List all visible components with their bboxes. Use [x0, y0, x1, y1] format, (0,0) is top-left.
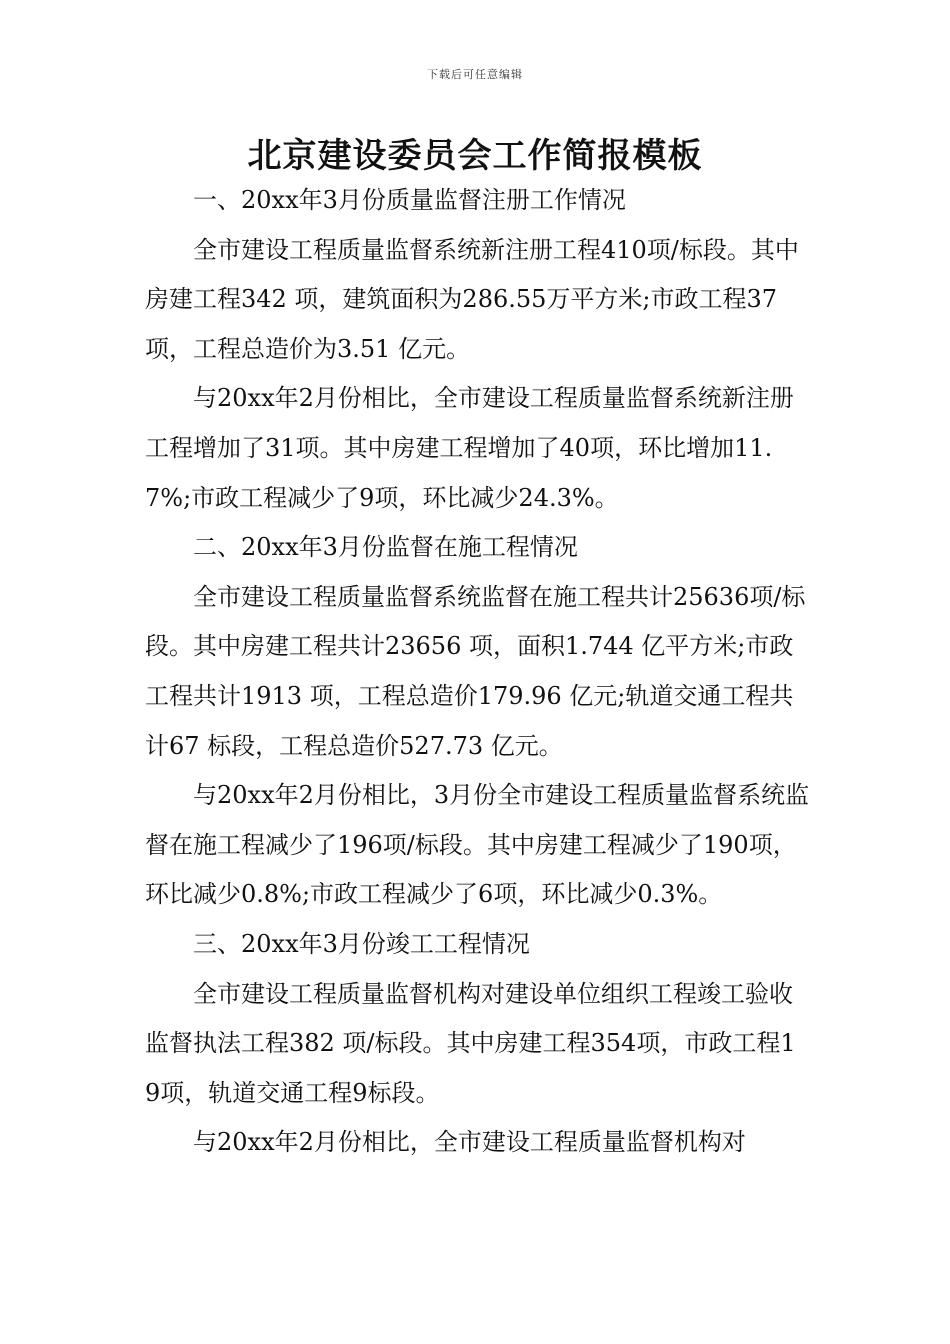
paragraph: 全市建设工程质量监督系统新注册工程410项/标段。其中房建工程342 项，建筑面积为286.55万平方米;市政工程37 项，工程总造价为3.51 亿元。 [145, 235, 799, 363]
document-body [145, 176, 810, 1168]
paragraph: 与20xx年2月份相比，3月份全市建设工程质量监督系统监督在施工程减少了196项/标段。其中房建工程减少了190项，环比减少0.8%;市政工程减少了6项，环比减少0.3%。 [145, 781, 810, 909]
paragraph: 全市建设工程质量监督机构对建设单位组织工程竣工验收监督执法工程382 项/标段。其中房建工程354项，市政工程19项，轨道交通工程9标段。 [145, 979, 796, 1107]
section-heading-2: 二、20xx年3月份监督在施工程情况 [193, 533, 578, 562]
paragraph: 与20xx年2月份相比，全市建设工程质量监督系统新注册工程增加了31项。其中房建工程增加了40项，环比增加11.7%;市政工程减少了9项，环比减少24.3%。 [145, 384, 794, 512]
paragraph: 全市建设工程质量监督系统监督在施工程共计25636项/标段。其中房建工程共计23656 项，面积1.744 亿平方米;市政工程共计1913 项，工程总造价179.96 亿元;轨道交通工程共计67 标段，工程总造价527.73 亿元。 [145, 582, 806, 760]
header-note: 下载后可任意编辑 [427, 68, 523, 81]
section-heading-3: 三、20xx年3月份竣工工程情况 [193, 929, 530, 958]
paragraph: 与20xx年2月份相比，全市建设工程质量监督机构对 [193, 1128, 746, 1157]
section-heading-1: 一、20xx年3月份质量监督注册工作情况 [193, 186, 626, 214]
document-title: 北京建设委员会工作简报模板 [247, 136, 703, 176]
